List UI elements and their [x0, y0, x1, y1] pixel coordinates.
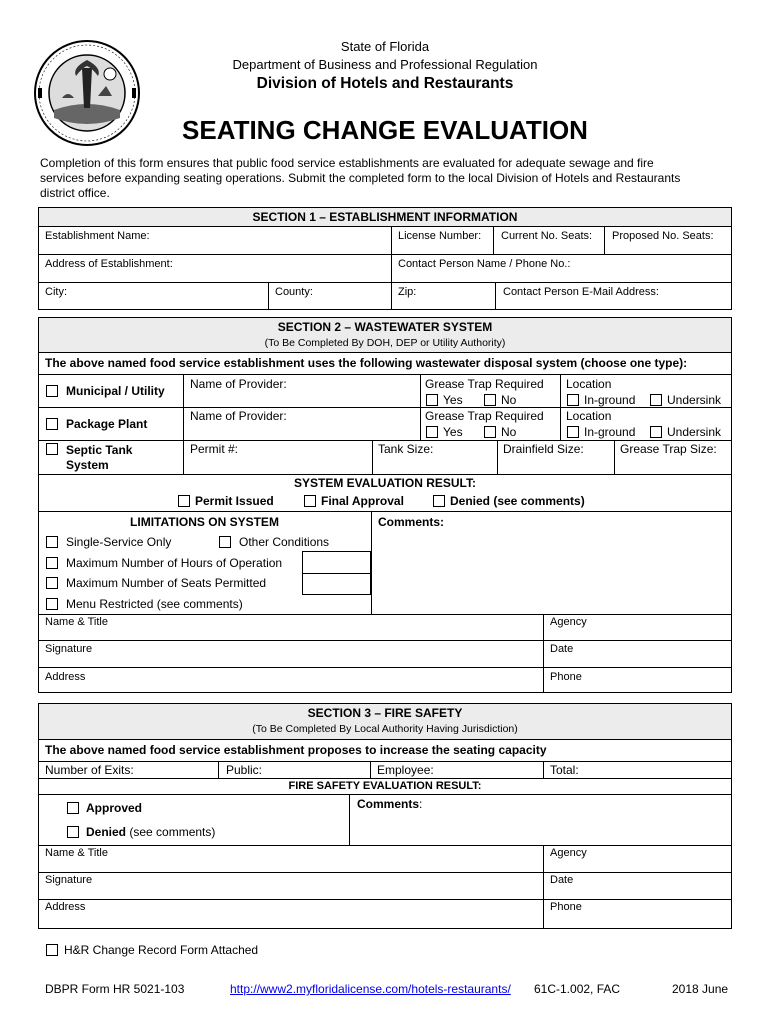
s2-signature-field[interactable]: Signature [45, 643, 93, 655]
septic-tank-label: Septic Tank [66, 443, 133, 457]
inground-checkbox-2[interactable] [567, 426, 579, 438]
exits-field[interactable]: Number of Exits: [45, 763, 134, 777]
tank-size-field[interactable]: Tank Size: [378, 442, 434, 456]
section1-heading: SECTION 1 – ESTABLISHMENT INFORMATION [252, 210, 518, 224]
inground-checkbox-1[interactable] [567, 394, 579, 406]
permit-number-field[interactable]: Permit #: [190, 442, 239, 456]
fire-denied-bold: Denied [86, 825, 127, 839]
grease-yes-label-2: Yes [443, 425, 463, 439]
county-field[interactable]: County: [275, 286, 313, 298]
other-conditions-label: Other Conditions [239, 535, 330, 549]
fire-comments-label [357, 797, 422, 811]
zip-field[interactable]: Zip: [398, 286, 417, 298]
intro-line-3: district office. [40, 186, 110, 200]
dbpr-website-link[interactable]: http://www2.myfloridalicense.com/hotels-restaurants/ [230, 982, 511, 996]
municipal-label: Municipal / Utility [66, 384, 165, 398]
fire-comments-bold: Comments [357, 797, 420, 811]
max-hours-input[interactable] [302, 551, 371, 574]
license-number-field[interactable]: License Number: [398, 230, 482, 242]
fire-denied-checkbox[interactable] [67, 826, 79, 838]
section3-heading: SECTION 3 – FIRE SAFETY [307, 706, 463, 720]
s3-date-field[interactable]: Date [550, 874, 574, 886]
package-provider-field[interactable]: Name of Provider: [190, 409, 287, 423]
max-seats-input[interactable] [302, 573, 371, 595]
city-field[interactable]: City: [45, 286, 67, 298]
grease-trap-label-2: Grease Trap Required [425, 409, 544, 423]
s3-agency-field[interactable]: Agency [550, 847, 587, 859]
section2-subheading: (To Be Completed By DOH, DEP or Utility Authority) [264, 337, 506, 349]
grease-yes-checkbox-1[interactable] [426, 394, 438, 406]
fire-denied-rest: (see comments) [126, 825, 216, 839]
s2-date-field[interactable]: Date [550, 643, 574, 655]
establishment-address-field[interactable]: Address of Establishment: [45, 258, 173, 270]
undersink-label-1: Undersink [667, 393, 722, 407]
location-label-1: Location [566, 377, 612, 391]
s3-signature-field[interactable]: Signature [45, 874, 93, 886]
undersink-checkbox-1[interactable] [650, 394, 662, 406]
system-result-heading: SYSTEM EVALUATION RESULT: [293, 476, 476, 490]
other-conditions-checkbox[interactable] [219, 536, 231, 548]
s3-phone-field[interactable]: Phone [550, 901, 582, 913]
final-approval-checkbox[interactable] [304, 495, 316, 507]
fire-comments-colon: : [419, 797, 423, 811]
hr-attached-label: H&R Change Record Form Attached [64, 943, 259, 957]
division-name: Division of Hotels and Restaurants [256, 75, 514, 92]
single-service-label: Single-Service Only [66, 535, 172, 549]
form-edition: 2018 June [672, 982, 729, 996]
section2-heading: SECTION 2 – WASTEWATER SYSTEM [277, 320, 493, 334]
single-service-checkbox[interactable] [46, 536, 58, 548]
employee-exits-field[interactable]: Employee: [377, 763, 434, 777]
form-number: DBPR Form HR 5021-103 [45, 982, 185, 996]
intro-line-1: Completion of this form ensures that public food service establishments are evaluated for adequate sewage and fire [40, 156, 654, 170]
fire-approved-label: Approved [86, 801, 143, 815]
package-plant-checkbox[interactable] [46, 418, 58, 430]
menu-restricted-label: Menu Restricted (see comments) [66, 597, 243, 611]
s3-address-field[interactable]: Address [45, 901, 86, 913]
grease-trap-size-field[interactable]: Grease Trap Size: [620, 442, 717, 456]
rule-citation: 61C-1.002, FAC [534, 982, 621, 996]
section3-subheading: (To Be Completed By Local Authority Having Jurisdiction) [252, 723, 518, 735]
fire-result-heading: FIRE SAFETY EVALUATION RESULT: [288, 780, 482, 792]
s3-name-title-field[interactable]: Name & Title [45, 847, 108, 859]
max-hours-checkbox[interactable] [46, 557, 58, 569]
denied-checkbox[interactable] [433, 495, 445, 507]
drainfield-size-field[interactable]: Drainfield Size: [503, 442, 584, 456]
municipal-provider-field[interactable]: Name of Provider: [190, 377, 287, 391]
inground-label-2: In-ground [584, 425, 636, 439]
inground-label-1: In-ground [584, 393, 636, 407]
system-comments-label: Comments: [378, 515, 445, 529]
public-exits-field[interactable]: Public: [226, 763, 263, 777]
fire-denied-label [86, 825, 215, 839]
septic-tank-checkbox[interactable] [46, 443, 58, 455]
s2-name-title-field[interactable]: Name & Title [45, 616, 108, 628]
proposed-seats-field[interactable]: Proposed No. Seats: [612, 230, 714, 242]
s2-phone-field[interactable]: Phone [550, 671, 582, 683]
grease-no-label-2: No [501, 425, 517, 439]
state-name: State of Florida [340, 39, 430, 54]
final-approval-label: Final Approval [321, 494, 404, 508]
permit-issued-label: Permit Issued [195, 494, 274, 508]
location-label-2: Location [566, 409, 612, 423]
fire-approved-checkbox[interactable] [67, 802, 79, 814]
s2-agency-field[interactable]: Agency [550, 616, 587, 628]
grease-trap-label-1: Grease Trap Required [425, 377, 544, 391]
grease-yes-checkbox-2[interactable] [426, 426, 438, 438]
establishment-name-field[interactable]: Establishment Name: [45, 230, 150, 242]
hr-attached-checkbox[interactable] [46, 944, 58, 956]
form-title: SEATING CHANGE EVALUATION [182, 115, 588, 145]
max-seats-label: Maximum Number of Seats Permitted [66, 576, 267, 590]
department-name: Department of Business and Professional Regulation [232, 57, 538, 72]
denied-label: Denied (see comments) [450, 494, 585, 508]
package-plant-label: Package Plant [66, 417, 148, 431]
undersink-checkbox-2[interactable] [650, 426, 662, 438]
s2-address-field[interactable]: Address [45, 671, 86, 683]
section3-box [38, 703, 732, 929]
total-exits-field[interactable]: Total: [550, 763, 579, 777]
max-hours-label: Maximum Number of Hours of Operation [66, 556, 283, 570]
fire-statement: The above named food service establishment proposes to increase the seating capacity [45, 743, 547, 757]
grease-no-label-1: No [501, 393, 517, 407]
undersink-label-2: Undersink [667, 425, 722, 439]
grease-no-checkbox-2[interactable] [484, 426, 496, 438]
max-seats-checkbox[interactable] [46, 577, 58, 589]
wastewater-statement: The above named food service establishment uses the following wastewater disposal system (choose one type): [45, 356, 688, 370]
grease-no-checkbox-1[interactable] [484, 394, 496, 406]
contact-person-field[interactable]: Contact Person Name / Phone No.: [398, 258, 571, 270]
contact-email-field[interactable]: Contact Person E-Mail Address: [503, 286, 659, 298]
permit-issued-checkbox[interactable] [178, 495, 190, 507]
grease-yes-label-1: Yes [443, 393, 463, 407]
limitations-heading: LIMITATIONS ON SYSTEM [130, 515, 279, 529]
intro-line-2: services before expanding seating operations. Submit the completed form to the local Division of Hotels and Restaurants [40, 171, 681, 185]
current-seats-field[interactable]: Current No. Seats: [501, 230, 593, 242]
menu-restricted-checkbox[interactable] [46, 598, 58, 610]
municipal-checkbox[interactable] [46, 385, 58, 397]
septic-system-label: System [66, 458, 109, 472]
